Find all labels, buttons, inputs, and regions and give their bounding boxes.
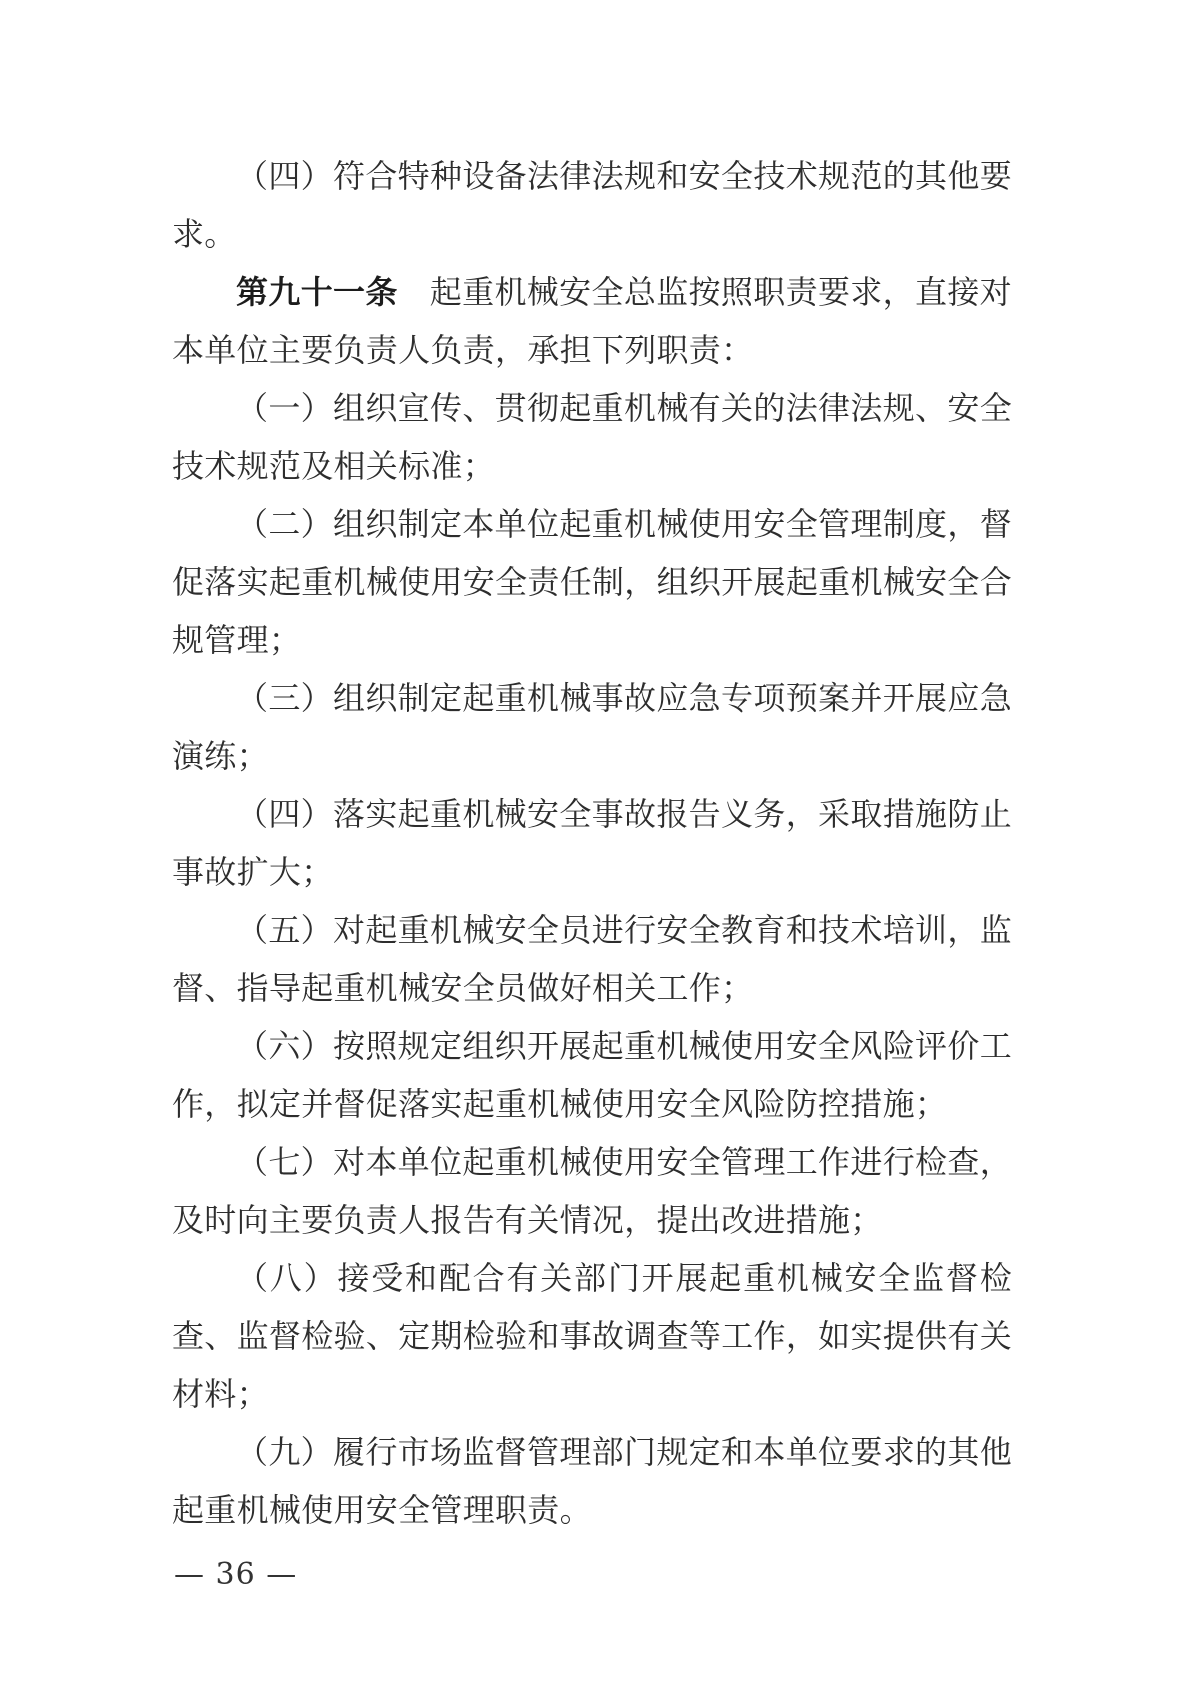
page-number-footer: — 36 — <box>174 1557 298 1592</box>
paragraph-text: （五）对起重机械安全员进行安全教育和技术培训，监督、指导起重机械安全员做好相关工作； <box>172 911 1012 1007</box>
article-number: 第九十一条 <box>236 273 398 311</box>
paragraph-text: （九）履行市场监督管理部门规定和本单位要求的其他起重机械使用安全管理职责。 <box>172 1433 1012 1529</box>
paragraph-text: （七）对本单位起重机械使用安全管理工作进行检查，及时向主要负责人报告有关情况，提出改进措施； <box>172 1143 1012 1239</box>
paragraph <box>172 1133 1012 1249</box>
paragraph <box>172 1017 1012 1133</box>
paragraph-text: （八）接受和配合有关部门开展起重机械安全监督检查、监督检验、定期检验和事故调查等工作，如实提供有关材料； <box>172 1259 1012 1413</box>
paragraph <box>172 785 1012 901</box>
paragraph-text: （三）组织制定起重机械事故应急专项预案并开展应急演练； <box>172 679 1012 775</box>
paragraph <box>172 495 1012 669</box>
paragraph-text: （二）组织制定本单位起重机械使用安全管理制度，督促落实起重机械使用安全责任制，组织开展起重机械安全合规管理； <box>172 505 1012 659</box>
paragraph <box>172 901 1012 1017</box>
paragraph <box>172 263 1012 379</box>
paragraph-text: （一）组织宣传、贯彻起重机械有关的法律法规、安全技术规范及相关标准； <box>172 389 1012 485</box>
document-body <box>172 147 1012 1539</box>
paragraph-text: （六）按照规定组织开展起重机械使用安全风险评价工作，拟定并督促落实起重机械使用安全风险防控措施； <box>172 1027 1012 1123</box>
paragraph <box>172 379 1012 495</box>
paragraph <box>172 669 1012 785</box>
paragraph-text: （四）符合特种设备法律法规和安全技术规范的其他要求。 <box>172 157 1012 253</box>
paragraph <box>172 1249 1012 1423</box>
paragraph-text: （四）落实起重机械安全事故报告义务，采取措施防止事故扩大； <box>172 795 1012 891</box>
paragraph-text: 起重机械安全总监按照职责要求，直接对本单位主要负责人负责，承担下列职责： <box>172 273 1012 369</box>
paragraph <box>172 1423 1012 1539</box>
paragraph <box>172 147 1012 263</box>
